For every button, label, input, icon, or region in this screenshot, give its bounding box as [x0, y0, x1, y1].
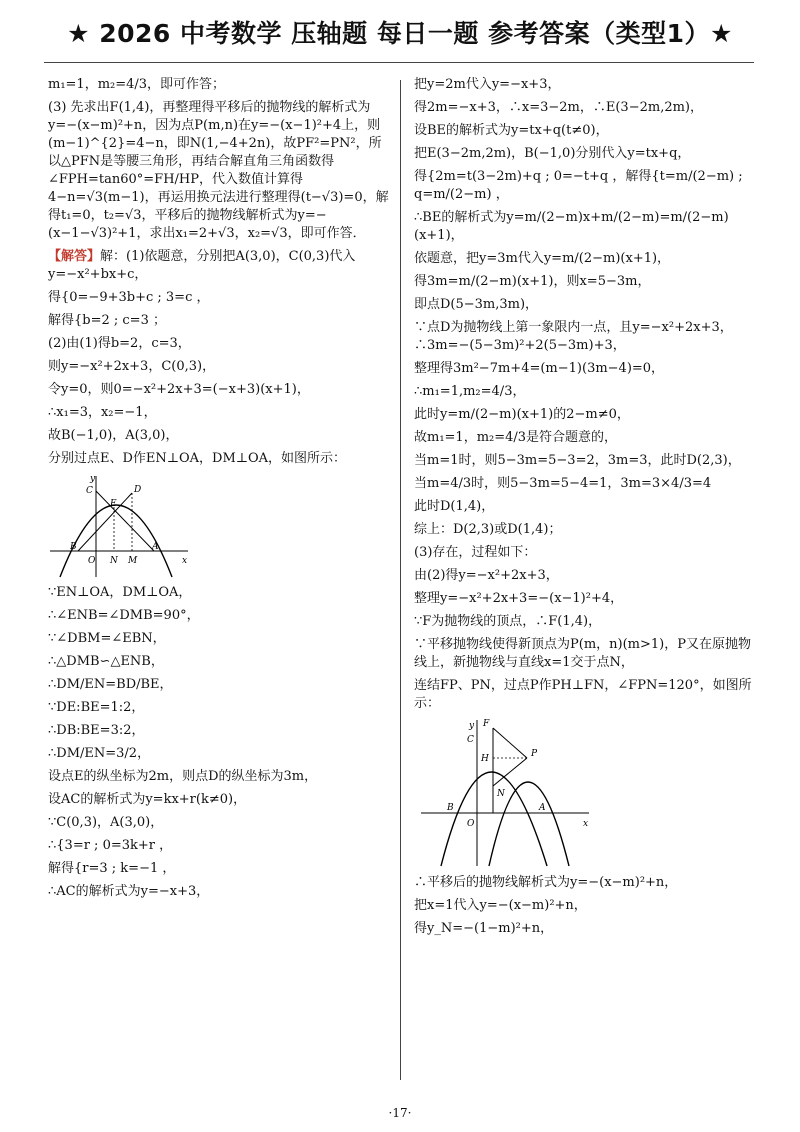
text-line: ∴x₁=3，x₂=−1，: [48, 405, 157, 420]
fig2-label-f: F: [483, 719, 490, 729]
fig2-label-y: y: [469, 721, 475, 731]
text-line: 解得{b=2 ; c=3 ；: [48, 313, 166, 328]
fig1-label-o: O: [88, 556, 96, 566]
text-line: 整理得3m²−7m+4=(m−1)(3m−4)=0，: [414, 361, 665, 376]
fig2-label-n: N: [497, 789, 505, 799]
fig1-label-y: y: [90, 474, 96, 484]
fig1-label-e: E: [110, 499, 117, 509]
text-line: 得3m=m/(2−m)(x+1)，则x=5−3m，: [414, 274, 651, 289]
fig2-label-h: H: [481, 754, 489, 764]
parabola-figure-2: [419, 718, 599, 868]
text-line: 整理y=−x²+2x+3=−(x−1)²+4，: [414, 591, 624, 606]
text-line: ∵F为抛物线的顶点，∴F(1,4)，: [414, 614, 602, 629]
text-line: ∴平移后的抛物线解析式为y=−(x−m)²+n，: [414, 875, 678, 890]
text-line: 即点D(5−3m,3m)，: [414, 297, 539, 312]
text-line: 得{2m=t(3−2m)+q ; 0=−t+q ，解得{t=m/(2−m) ; q=m/(2−m) ，: [414, 169, 743, 202]
text-line: 设点E的纵坐标为2m，则点D的纵坐标为3m，: [48, 769, 318, 784]
text-line: ∴DB:BE=3:2，: [48, 723, 145, 738]
text-line: 把E(3−2m,2m)，B(−1,0)分别代入y=tx+q，: [414, 146, 691, 161]
text-line: ∴∠ENB=∠DMB=90°，: [48, 608, 200, 623]
text-line: ∵平移抛物线使得新顶点为P(m，n)(m>1)，P又在原抛物线上，新抛物线与直线x=1交于点N，: [414, 637, 751, 670]
text-line: ∵DE:BE=1:2，: [48, 700, 145, 715]
fig2-label-o: O: [467, 819, 475, 829]
text-line: 故B(−1,0)，A(3,0)，: [48, 428, 179, 443]
text-line: ∴△DMB∽△ENB，: [48, 654, 164, 669]
text-line: ∴DM/EN=3/2，: [48, 746, 151, 761]
text-line: 此时y=m/(2−m)(x+1)的2−m≠0，: [414, 407, 630, 422]
text-line: 把x=1代入y=−(x−m)²+n，: [414, 898, 587, 913]
text-line: 故m₁=1，m₂=4/3是符合题意的，: [414, 430, 618, 445]
fig1-label-x: x: [182, 556, 188, 566]
fig1-label-b: B: [70, 542, 77, 552]
text-line: 由(2)得y=−x²+2x+3，: [414, 568, 559, 583]
text-line: 则y=−x²+2x+3，C(0,3)，: [48, 359, 216, 374]
page-title: ★ 2026 中考数学 压轴题 每日一题 参考答案（类型1）★: [67, 19, 733, 48]
fig1-label-n: N: [110, 556, 118, 566]
text-line: (2)由(1)得b=2，c=3，: [48, 336, 191, 351]
parabola-figure-1: [48, 473, 198, 578]
fig1-label-d: D: [134, 485, 142, 495]
answer-line: [48, 248, 393, 284]
text-line: 分别过点E、D作EN⊥OA，DM⊥OA，如图所示：: [48, 451, 347, 466]
column-divider: [400, 80, 401, 1080]
text-line: 综上：D(2,3)或D(1,4)；: [414, 522, 562, 537]
text-line: 设AC的解析式为y=kx+r(k≠0)，: [48, 792, 247, 807]
text-line: ∵C(0,3)，A(3,0)，: [48, 815, 164, 830]
text-line: 得{0=−9+3b+c ; 3=c ，: [48, 290, 210, 305]
text-line: ∵∠DBM=∠EBN，: [48, 631, 166, 646]
text-line: ∵EN⊥OA，DM⊥OA，: [48, 585, 192, 600]
header-divider: [44, 62, 754, 63]
fig2-label-b: B: [447, 803, 454, 813]
answer-text: 【解答】解：(1)依题意，分别把A(3,0)，C(0,3)代入y=−x²+bx+c，: [48, 249, 356, 282]
text-line: ∴BE的解析式为y=m/(2−m)x+m/(2−m)=m/(2−m)(x+1)，: [414, 210, 729, 243]
text-line: 当m=1时，则5−3m=5−3=2，3m=3，此时D(2,3)，: [414, 453, 741, 468]
text-line: 令y=0，则0=−x²+2x+3=(−x+3)(x+1)，: [48, 382, 310, 397]
answer-marker: 【解答】: [48, 249, 101, 264]
fig1-label-c: C: [86, 486, 93, 496]
text-line: 得2m=−x+3，∴x=3−2m，∴E(3−2m,2m)，: [414, 100, 703, 115]
text-line: 连结FP、PN，过点P作PH⊥FN，∠FPN=120°，如图所示：: [414, 678, 752, 711]
fig1-label-a: A: [152, 542, 159, 552]
text-line: 当m=4/3时，则5−3m=5−4=1，3m=3×4/3=4: [414, 476, 712, 491]
text-line: 把y=2m代入y=−x+3，: [414, 77, 561, 92]
fig2-label-p: P: [531, 749, 538, 759]
fig1-label-m: M: [128, 556, 138, 566]
left-column: [48, 76, 393, 906]
text-line: (3) 先求出F(1,4)，再整理得平移后的抛物线的解析式为y=−(x−m)²+n，因为点P(m,n)在y=−(x−1)²+4上，则(m−1)^{2}=4−n，即N(1,−4+2n)，故PF²=PN²，所以△PFN是等腰三角形，再结合解直角三角函数得∠FPH=tan60°=FH/HP，代入数值计算得4−n=√3(m−1)，再运用换元法进行整理得(t−√3)=0，解得t₁=0，t₂=√3，平移后的抛物线解析式为y=−(x−1−√3)²+1，求出x₁=2+√3，x₂=√3，即可作答．: [48, 100, 389, 241]
fig2-label-c: C: [467, 735, 474, 745]
page-number: ·17·: [388, 1106, 412, 1120]
fig2-label-x: x: [583, 819, 589, 829]
fig2-label-a: A: [539, 803, 546, 813]
text-line: 得y_N=−(1−m)²+n，: [414, 921, 554, 936]
text-line: ∴m₁=1,m₂=4/3，: [414, 384, 526, 399]
text-line: ∴{3=r ; 0=3k+r ，: [48, 838, 173, 853]
text-line: ∵点D为抛物线上第一象限内一点，且y=−x²+2x+3，∴3m=−(5−3m)²+2(5−3m)+3，: [414, 320, 733, 353]
text-line: ∴DM/EN=BD/BE，: [48, 677, 173, 692]
text-line: 此时D(1,4)，: [414, 499, 495, 514]
text-line: 依题意，把y=3m代入y=m/(2−m)(x+1)，: [414, 251, 671, 266]
text-line: ∴AC的解析式为y=−x+3，: [48, 884, 210, 899]
text-line: m₁=1，m₂=4/3，即可作答；: [48, 77, 226, 92]
text-line: 解得{r=3 ; k=−1 ，: [48, 861, 176, 876]
text-line: 设BE的解析式为y=tx+q(t≠0)，: [414, 123, 609, 138]
right-column: [414, 76, 759, 943]
text-line: (3)存在，过程如下：: [414, 545, 537, 560]
